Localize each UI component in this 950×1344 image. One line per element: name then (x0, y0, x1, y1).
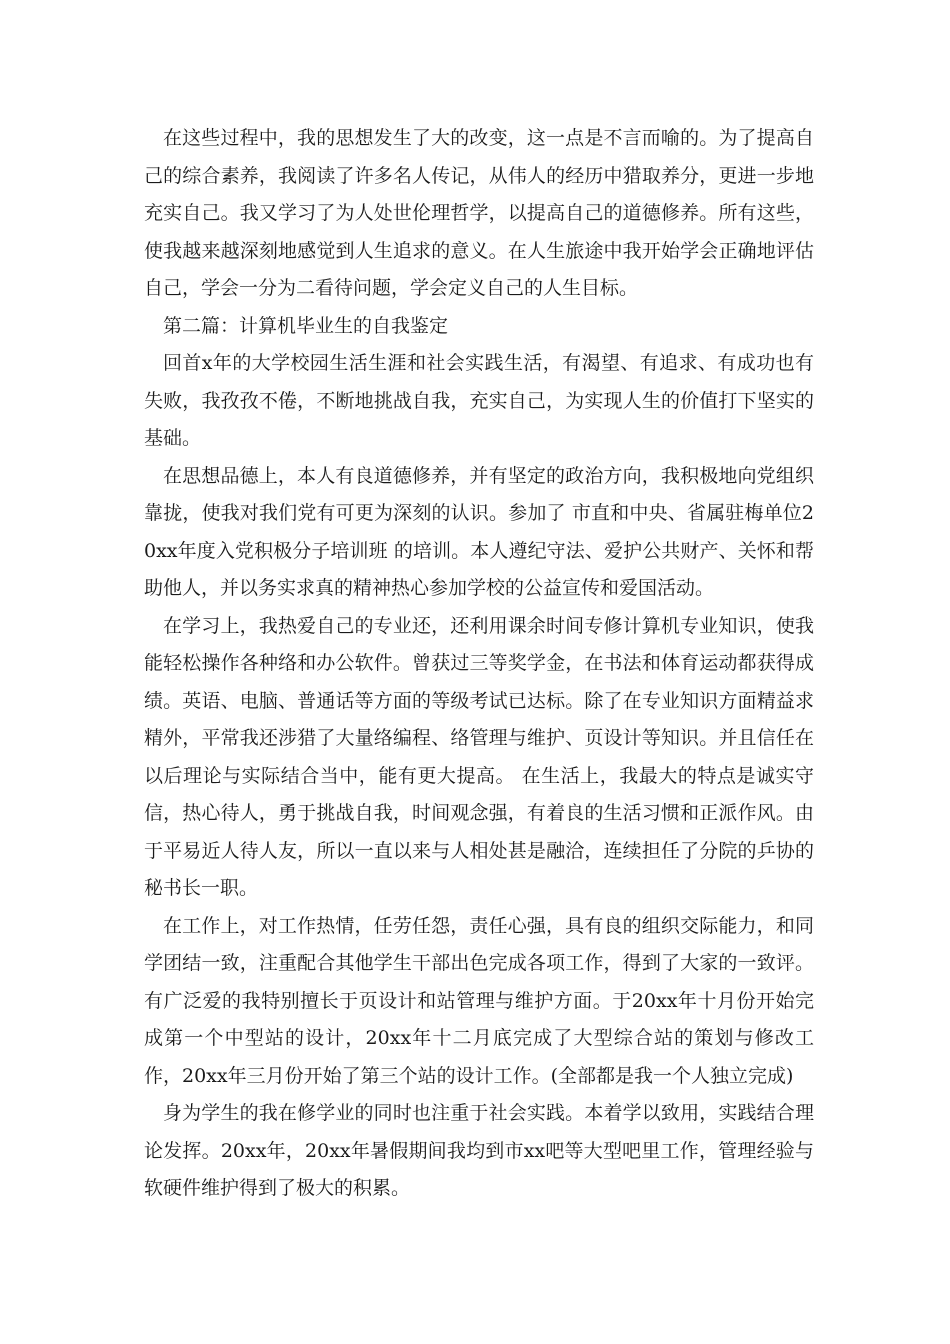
document-body (144, 120, 814, 1208)
paragraph-self-reflection: 在这些过程中，我的思想发生了大的改变，这一点是不言而喻的。为了提高自己的综合素养，我阅读了许多名人传记，从伟人的经历中猎取养分，更进一步地充实自己。我又学习了为人处世伦理哲学，以提高自己的道德修养。所有这些，使我越来越深刻地感觉到人生追求的意义。在人生旅途中我开始学会正确地评估自己，学会一分为二看待问题，学会定义自己的人生目标。 (144, 127, 814, 299)
paragraph-study: 在学习上，我热爱自己的专业还，还利用课余时间专修计算机专业知识，使我能轻松操作各种络和办公软件。曾获过三等奖学金，在书法和体育运动都获得成绩。英语、电脑、普通话等方面的等级考试已达标。除了在专业知识方面精益求精外，平常我还涉猎了大量络编程、络管理与维护、页设计等知识。并且信任在以后理论与实际结合当中，能有更大提高。 在生活上，我最大的特点是诚实守信，热心待人，勇于挑战自我，时间观念强，有着良的生活习惯和正派作风。由于平易近人待人友，所以一直以来与人相处甚是融洽，连续担任了分院的乒协的秘书长一职。 (144, 614, 814, 899)
paragraph-work: 在工作上，对工作热情，任劳任怨，责任心强，具有良的组织交际能力，和同学团结一致，注重配合其他学生干部出色完成各项工作，得到了大家的一致评。 有广泛爱的我特别擅长于页设计和站管理与维护方面。于20xx年十月份开始完成第一个中型站的设计，20xx年十二月底完成了大型综合站的策划与修改工作，20xx年三月份开始了第三个站的设计工作。(全部都是我一个人独立完成) (144, 914, 814, 1087)
section-heading: 第二篇：计算机毕业生的自我鉴定 (163, 314, 449, 337)
paragraph-ideology: 在思想品德上，本人有良道德修养，并有坚定的政治方向，我积极地向党组织靠拢，使我对我们党有可更为深刻的认识。参加了 市直和中央、省属驻梅单位20xx年度入党积极分子培训班 的培训。本人遵纪守法、爱护公共财产、关怀和帮助他人，并以务实求真的精神热心参加学校的公益宣传和爱国活动。 (144, 464, 814, 599)
paragraph-practice: 身为学生的我在修学业的同时也注重于社会实践。本着学以致用，实践结合理论发挥。20xx年，20xx年暑假期间我均到市xx吧等大型吧里工作，管理经验与软硬件维护得到了极大的积累。 (144, 1102, 814, 1199)
paragraph-intro: 回首x年的大学校园生活生涯和社会实践生活，有渴望、有追求、有成功也有失败，我孜孜不倦，不断地挑战自我，充实自己，为实现人生的价值打下坚实的基础。 (144, 352, 814, 449)
